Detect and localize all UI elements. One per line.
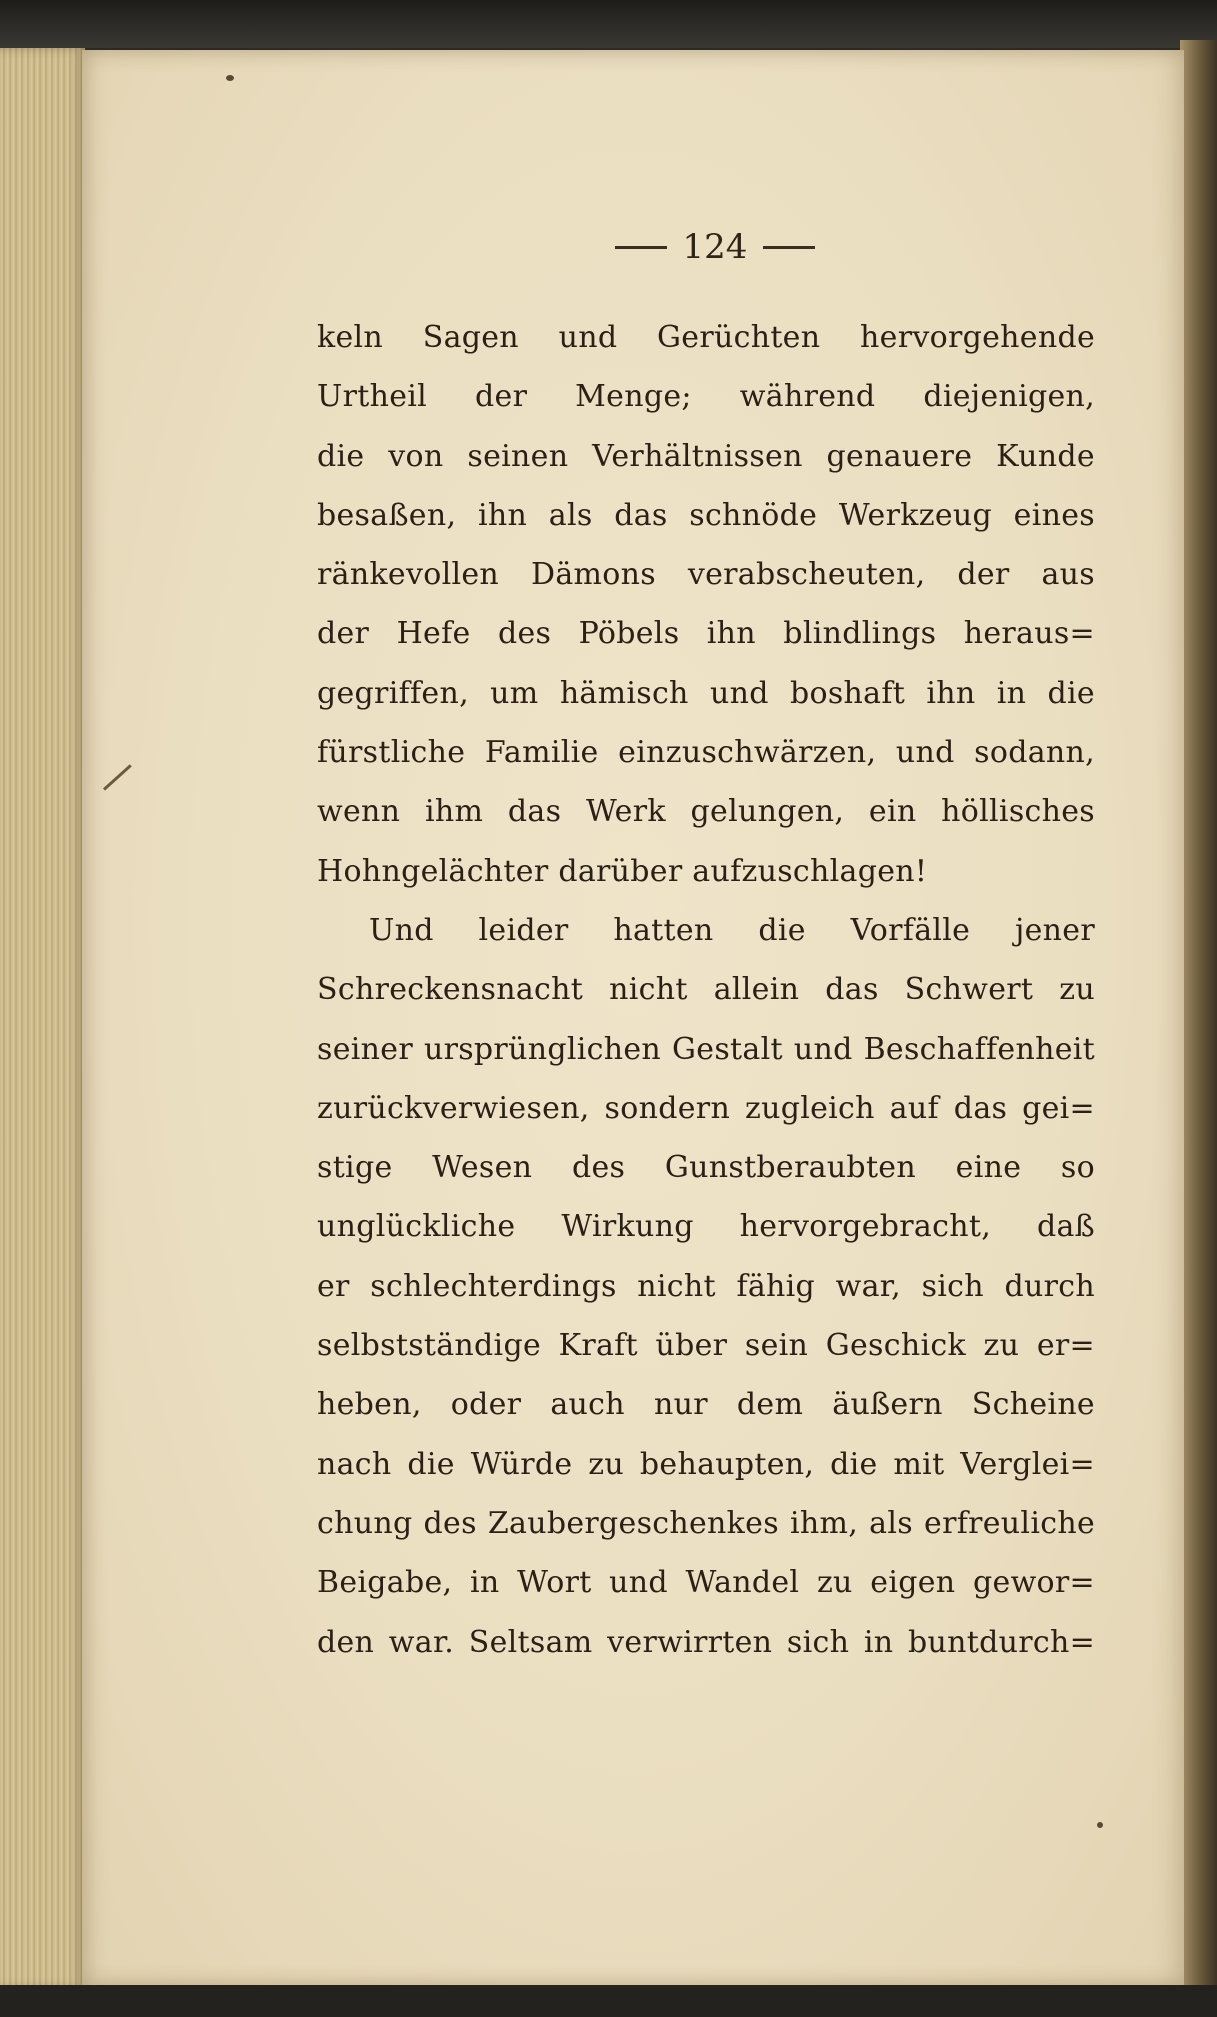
page-edges: [0, 48, 85, 1988]
page-header: [580, 222, 850, 272]
text-line: ränkevollen Dämons verabscheuten, der aus: [317, 557, 1095, 593]
text-line: den war. Seltsam verwirrten sich in buntdurch=: [317, 1624, 1095, 1660]
header-dash-left: [615, 246, 667, 249]
text-line: heben, oder auch nur dem äußern Scheine: [317, 1387, 1095, 1423]
body-text: [317, 308, 1095, 1672]
text-line: besaßen, ihn als das schnöde Werkzeug eines: [317, 497, 1095, 533]
background-top: [0, 0, 1217, 48]
text-line: selbstständige Kraft über sein Geschick zu er=: [317, 1328, 1095, 1364]
text-line: zurückverwiesen, sondern zugleich auf das gei=: [317, 1090, 1095, 1126]
background-bottom: [0, 1985, 1217, 2017]
ink-speck: [226, 75, 234, 81]
text-line: Hohngelächter darüber aufzuschlagen!: [317, 853, 928, 889]
text-line: der Hefe des Pöbels ihn blindlings heraus=: [317, 616, 1095, 652]
text-line: stige Wesen des Gunstberaubten eine so: [317, 1150, 1095, 1186]
ink-speck: [1097, 1822, 1103, 1828]
text-line: gegriffen, um hämisch und boshaft ihn in die: [317, 675, 1095, 711]
header-dash-right: [763, 246, 815, 249]
page-number: 124: [682, 227, 748, 267]
text-line: chung des Zaubergeschenkes ihm, als erfreuliche: [317, 1505, 1095, 1541]
text-line: Urtheil der Menge; während diejenigen,: [317, 379, 1095, 415]
text-line: Und leider hatten die Vorfälle jener: [369, 912, 1095, 948]
book-binding: [1180, 40, 1217, 1990]
text-line: keln Sagen und Gerüchten hervorgehende: [317, 320, 1095, 355]
text-line: nach die Würde zu behaupten, die mit Verglei=: [317, 1446, 1095, 1482]
text-line: fürstliche Familie einzuschwärzen, und sodann,: [317, 735, 1095, 771]
text-line: unglückliche Wirkung hervorgebracht, daß: [317, 1209, 1095, 1245]
text-line: wenn ihm das Werk gelungen, ein höllisches: [317, 794, 1095, 830]
text-line: die von seinen Verhältnissen genauere Kunde: [317, 438, 1095, 474]
text-line: er schlechterdings nicht fähig war, sich durch: [317, 1268, 1095, 1304]
text-line: Schreckensnacht nicht allein das Schwert zu: [317, 972, 1095, 1008]
text-line: Beigabe, in Wort und Wandel zu eigen gewor=: [317, 1565, 1095, 1601]
text-line: seiner ursprünglichen Gestalt und Beschaffenheit: [317, 1031, 1095, 1067]
